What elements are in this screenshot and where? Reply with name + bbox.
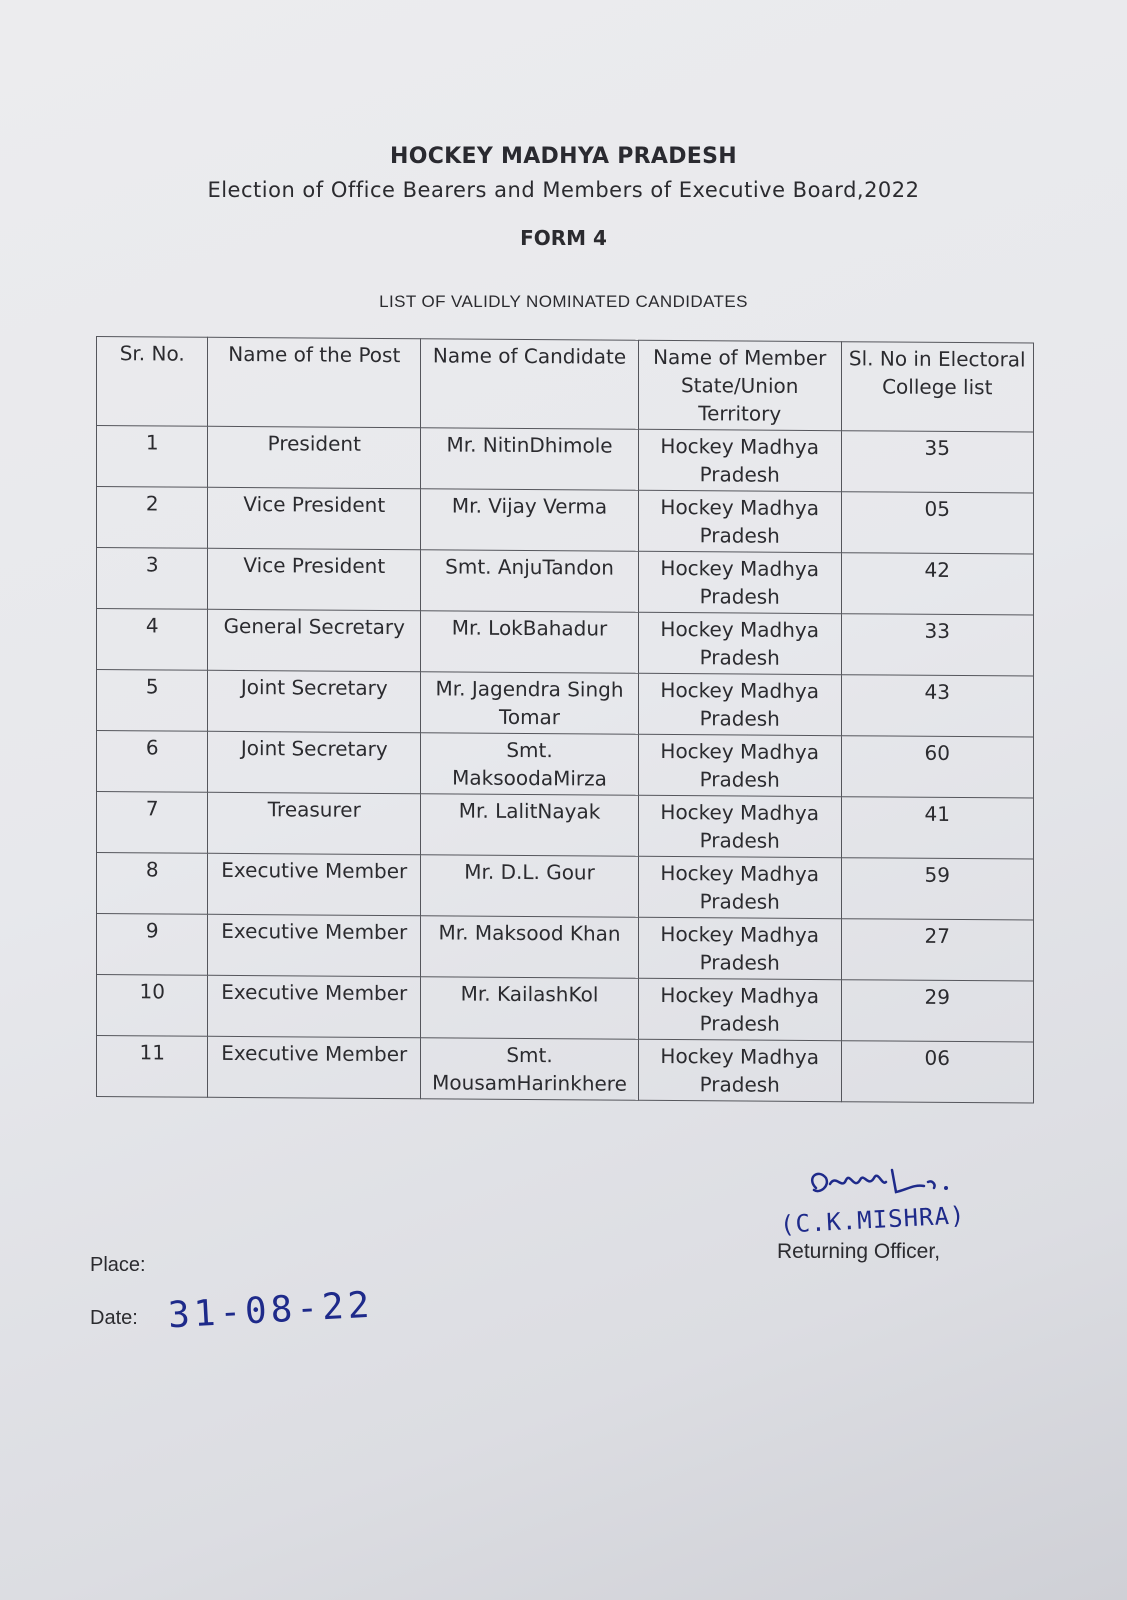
- col-header-sr-no: Sr. No.: [97, 337, 208, 427]
- post-cell: Executive Member: [208, 853, 421, 915]
- post-cell: Joint Secretary: [208, 670, 421, 732]
- col-header-post: Name of the Post: [208, 337, 421, 427]
- sr-no-cell: 10: [97, 975, 208, 1037]
- sr-no-cell: 1: [97, 426, 208, 488]
- form-title: FORM 4: [520, 226, 607, 250]
- col-header-member-state: Name of Member State/Union Territory: [638, 340, 841, 430]
- sr-no-cell: 2: [97, 487, 208, 549]
- electoral-no-cell: 05: [841, 492, 1033, 554]
- electoral-no-cell: 43: [841, 675, 1033, 737]
- electoral-no-cell: 42: [841, 553, 1033, 615]
- election-subtitle: Election of Office Bearers and Members of Executive Board,2022: [207, 178, 920, 202]
- table-row: [97, 792, 1034, 860]
- table-row: [97, 914, 1034, 982]
- sr-no-cell: 3: [97, 548, 208, 610]
- candidate-cell: Mr. KailashKol: [421, 977, 639, 1040]
- candidate-cell: Smt. MousamHarinkhere: [421, 1038, 639, 1101]
- sr-no-cell: 9: [97, 914, 208, 976]
- table-row: [97, 853, 1034, 921]
- handwritten-date: 31-08-22: [167, 1284, 375, 1337]
- post-cell: Executive Member: [208, 914, 421, 976]
- candidate-cell: Mr. Vijay Verma: [421, 489, 639, 552]
- electoral-no-cell: 60: [841, 736, 1033, 798]
- member-state-cell: Hockey Madhya Pradesh: [638, 917, 841, 979]
- member-state-cell: Hockey Madhya Pradesh: [638, 734, 841, 796]
- electoral-no-cell: 35: [841, 431, 1033, 493]
- sr-no-cell: 7: [97, 792, 208, 854]
- signature-icon: [796, 1160, 996, 1210]
- member-state-cell: Hockey Madhya Pradesh: [638, 1039, 841, 1101]
- post-cell: General Secretary: [208, 609, 421, 671]
- officer-name: (C.K.MISHRA): [779, 1201, 966, 1239]
- electoral-no-cell: 27: [841, 919, 1033, 981]
- candidate-cell: Smt. MaksoodaMirza: [421, 733, 639, 796]
- table-row: [97, 548, 1034, 616]
- date-label: Date:: [90, 1307, 138, 1329]
- post-cell: Executive Member: [208, 1036, 421, 1098]
- member-state-cell: Hockey Madhya Pradesh: [638, 429, 841, 491]
- organization-title: HOCKEY MADHYA PRADESH: [390, 144, 737, 169]
- officer-title: Returning Officer,: [777, 1240, 941, 1263]
- sr-no-cell: 5: [97, 670, 208, 732]
- candidate-cell: Smt. AnjuTandon: [421, 550, 639, 613]
- table-row: [97, 975, 1034, 1043]
- col-header-electoral-no: Sl. No in Electoral College list: [841, 342, 1033, 432]
- table-row: [97, 426, 1034, 494]
- sr-no-cell: 4: [97, 609, 208, 671]
- member-state-cell: Hockey Madhya Pradesh: [638, 490, 841, 552]
- col-header-candidate: Name of Candidate: [421, 339, 639, 430]
- table-row: [97, 609, 1034, 677]
- post-cell: Treasurer: [208, 792, 421, 854]
- member-state-cell: Hockey Madhya Pradesh: [638, 612, 841, 674]
- post-cell: Executive Member: [208, 975, 421, 1037]
- candidate-cell: Mr. D.L. Gour: [421, 855, 639, 918]
- member-state-cell: Hockey Madhya Pradesh: [638, 978, 841, 1040]
- sr-no-cell: 6: [97, 731, 208, 793]
- post-cell: Vice President: [208, 487, 421, 549]
- table-body: [97, 426, 1034, 1104]
- candidates-table: [96, 336, 1034, 1104]
- member-state-cell: Hockey Madhya Pradesh: [638, 551, 841, 613]
- electoral-no-cell: 59: [841, 858, 1033, 920]
- member-state-cell: Hockey Madhya Pradesh: [638, 673, 841, 735]
- candidate-cell: Mr. NitinDhimole: [421, 428, 639, 491]
- post-cell: President: [208, 426, 421, 488]
- table-row: [97, 487, 1034, 555]
- candidate-cell: Mr. LalitNayak: [421, 794, 639, 857]
- sr-no-cell: 8: [97, 853, 208, 915]
- candidate-cell: Mr. Jagendra Singh Tomar: [421, 672, 639, 735]
- candidate-cell: Mr. LokBahadur: [421, 611, 639, 674]
- electoral-no-cell: 33: [841, 614, 1033, 676]
- table-row: [97, 1036, 1034, 1104]
- member-state-cell: Hockey Madhya Pradesh: [638, 856, 841, 918]
- place-label: Place:: [90, 1254, 146, 1276]
- table-row: [97, 731, 1034, 799]
- post-cell: Vice President: [208, 548, 421, 610]
- post-cell: Joint Secretary: [208, 731, 421, 793]
- electoral-no-cell: 41: [841, 797, 1033, 859]
- candidate-cell: Mr. Maksood Khan: [421, 916, 639, 979]
- sr-no-cell: 11: [97, 1036, 208, 1098]
- table-header-row: [97, 337, 1034, 433]
- list-heading: LIST OF VALIDLY NOMINATED CANDIDATES: [379, 292, 748, 311]
- table-row: [97, 670, 1034, 738]
- electoral-no-cell: 29: [841, 980, 1033, 1042]
- electoral-no-cell: 06: [841, 1041, 1033, 1103]
- member-state-cell: Hockey Madhya Pradesh: [638, 795, 841, 857]
